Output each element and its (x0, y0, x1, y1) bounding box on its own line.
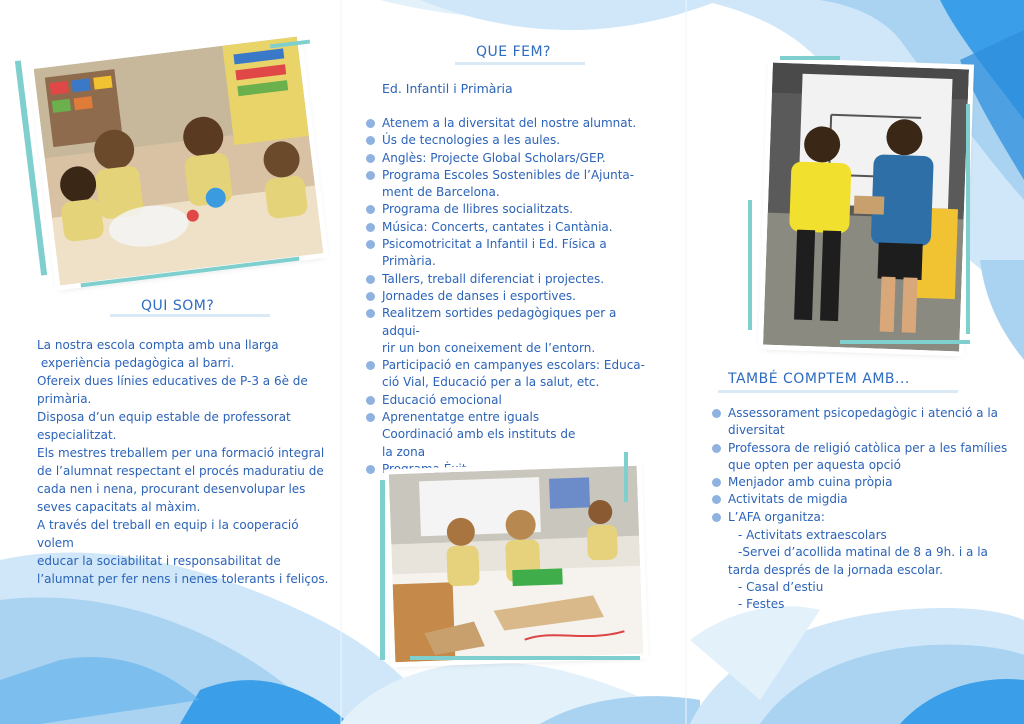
list-item-label: Música: Concerts, cantates i Cantània. (382, 219, 613, 234)
tambe-comptem-heading: TAMBÉ COMPTEM AMB... (728, 371, 910, 387)
bullet-icon (366, 465, 375, 474)
list-item-label: rir un bon coneixement de l’entorn. (382, 340, 596, 355)
list-item-label: Assessorament psicopedagògic i atenció a la (728, 406, 998, 420)
boys-at-board-icon (763, 63, 969, 352)
bullet-icon (366, 396, 375, 405)
list-item-label: ment de Barcelona. (382, 185, 500, 200)
list-item (366, 132, 656, 149)
list-item-label: Psicomotricitat a Infantil i Ed. Física a (382, 237, 607, 252)
bullet-icon (366, 413, 375, 422)
list-item (712, 405, 1012, 440)
que-fem-heading: QUE FEM? (476, 44, 551, 60)
que-fem-list (366, 115, 656, 478)
list-item (366, 271, 656, 288)
que-fem-subheading: Ed. Infantil i Primària (382, 81, 513, 96)
afa-item: - Activitats extraescolars (738, 528, 887, 542)
tape-decoration (966, 104, 970, 334)
bullet-icon (366, 223, 375, 232)
text-line: especialitzat. (37, 428, 117, 442)
list-item-label: Participació en campanyes escolars: Educa- (382, 358, 645, 373)
afa-item: - Festes (738, 597, 785, 612)
list-item (712, 474, 1012, 491)
list-item (366, 305, 656, 357)
list-item-label: Coordinació amb els instituts de (382, 427, 576, 442)
bullet-icon (712, 513, 721, 522)
photo-children-drawing (389, 466, 643, 663)
bullet-icon (712, 478, 721, 487)
text-line: Els mestres treballem per una formació integral (37, 446, 325, 460)
list-item-label: Ús de tecnologies a les aules. (382, 133, 561, 148)
list-item (366, 219, 656, 236)
bullet-icon (366, 119, 375, 128)
heading-underline (455, 62, 585, 65)
afa-item: - Casal d’estiu (738, 579, 824, 594)
list-item (712, 509, 1012, 526)
list-item (366, 167, 656, 202)
list-item (366, 115, 656, 132)
list-item-label: diversitat (728, 423, 785, 438)
list-item-label: L’AFA organitza: (728, 509, 825, 524)
bullet-icon (712, 495, 721, 504)
text-line: Ofereix dues línies educatives de P-3 a 6è de (37, 374, 308, 388)
text-line: de l’alumnat respectant el procés maduratiu de (37, 464, 324, 478)
bullet-icon (366, 275, 375, 284)
qui-som-heading: QUI SOM? (141, 298, 215, 314)
afa-item: -Servei d’acollida matinal de 8 a 9h. i a la (738, 545, 988, 560)
list-item-label: la zona (382, 444, 426, 459)
list-item-label: Programa Èxit (382, 461, 467, 476)
list-item-label: Primària. (382, 254, 436, 269)
list-item-label: Anglès: Projecte Global Scholars/GEP. (382, 150, 606, 165)
list-item (366, 236, 656, 271)
bullet-icon (366, 171, 375, 180)
bullet-icon (366, 292, 375, 301)
text-line: l’alumnat per fer nens i nenes tolerants i feliços. (37, 572, 329, 586)
text-line: Disposa d’un equip estable de professorat (37, 410, 291, 424)
list-item-label: ció Vial, Educació per a la salut, etc. (382, 375, 600, 390)
bullet-icon (366, 309, 375, 318)
text-line: cada nen i nena, procurant desenvolupar les (37, 482, 306, 496)
list-item-label: Tallers, treball diferenciat i projectes. (382, 271, 605, 286)
list-item (366, 409, 656, 461)
text-line: experiència pedagògica al barri. (37, 356, 235, 370)
list-item (712, 491, 1012, 508)
tape-decoration (410, 656, 640, 660)
list-item-label: Realitzem sortides pedagògiques per a adqui- (382, 306, 617, 338)
text-line: A través del treball en equip i la cooperació volem (37, 518, 299, 550)
text-line: primària. (37, 392, 92, 406)
list-item-label: Activitats de migdia (728, 492, 848, 507)
heading-underline (110, 314, 270, 317)
bullet-icon (712, 444, 721, 453)
list-item-label: Jornades de danses i esportives. (382, 288, 576, 303)
bullet-icon (366, 205, 375, 214)
list-item (366, 288, 656, 305)
bullet-icon (366, 136, 375, 145)
list-item (366, 150, 656, 167)
text-line: La nostra escola compta amb una llarga (37, 338, 279, 352)
bullet-icon (366, 361, 375, 370)
list-item-label: Programa Escoles Sostenibles de l’Ajunta- (382, 167, 635, 182)
list-item (712, 440, 1012, 475)
children-drawing-icon (389, 466, 643, 663)
classroom-children-icon (34, 37, 324, 286)
list-item-label: que opten per aquesta opció (728, 457, 901, 472)
list-item-label: Educació emocional (382, 392, 502, 407)
tape-decoration (780, 56, 840, 60)
list-item (366, 392, 656, 409)
heading-underline (718, 390, 958, 393)
afa-activities-list (728, 527, 1018, 613)
tape-decoration (380, 480, 385, 660)
bullet-icon (366, 240, 375, 249)
list-item-label: Menjador amb cuina pròpia (728, 475, 893, 490)
photo-boys-at-board (763, 63, 969, 352)
qui-som-text (37, 336, 337, 588)
list-item-label: Programa de llibres socialitzats. (382, 202, 574, 217)
bullet-icon (712, 409, 721, 418)
tape-decoration (840, 340, 970, 344)
afa-item: tarda després de la jornada escolar. (728, 562, 943, 577)
text-line: educar la sociabilitat i responsabilitat de (37, 554, 281, 568)
tape-decoration (748, 200, 752, 330)
list-item (366, 357, 656, 392)
photo-classroom-children (34, 37, 324, 286)
list-item-label: Professora de religió catòlica per a les famílies (728, 440, 1008, 455)
bullet-icon (366, 154, 375, 163)
tape-decoration (624, 452, 628, 502)
list-item (366, 201, 656, 218)
list-item-label: Aprenentatge entre iguals (382, 410, 540, 425)
text-line: seves capacitats al màxim. (37, 500, 201, 514)
tambe-comptem-list (712, 405, 1012, 526)
list-item-label: Atenem a la diversitat del nostre alumnat. (382, 116, 637, 130)
